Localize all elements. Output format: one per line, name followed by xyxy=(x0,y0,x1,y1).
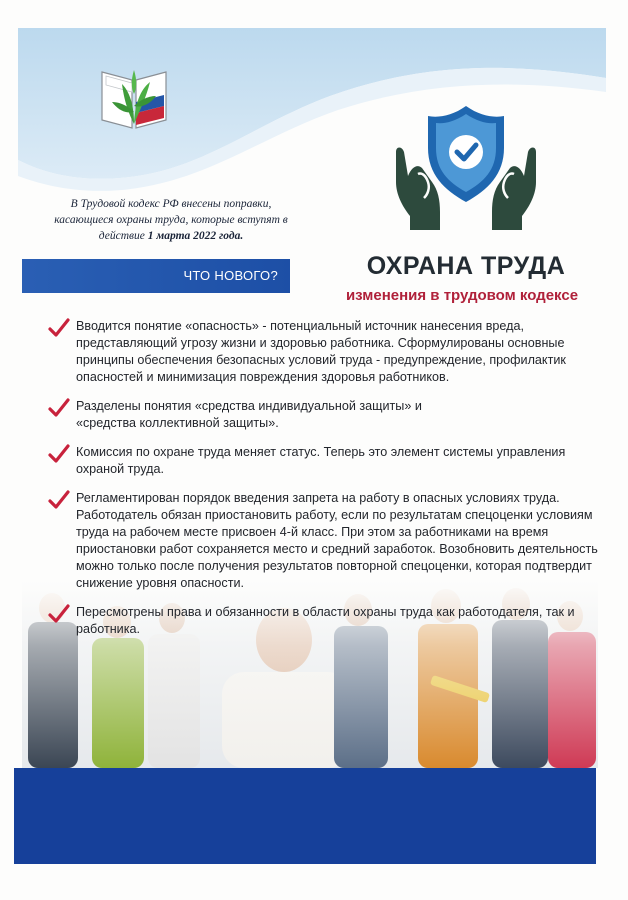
list-item-text: Регламентирован порядок введения запрета на работу в опасных условиях труда. Работодатель обязан приостановить работу, если по результатам спецоценки условиям труда на рабочем месте присвоен 4-й класс. При этом за работниками на время приостановки работ сохраняется место и средний заработок. Возобновить деятельность можно только после получения результатов повторной спецоценки, которая подтвердит снижение уровня опасности. xyxy=(76,491,598,590)
red-check-icon xyxy=(48,490,70,510)
red-check-icon xyxy=(48,398,70,418)
list-item-text: Комиссия по охране труда меняет статус. Теперь это элемент системы управления охраной труда. xyxy=(76,445,566,476)
red-check-icon xyxy=(48,604,70,624)
page-title: ОХРАНА ТРУДА xyxy=(366,252,566,280)
list-item xyxy=(46,444,598,478)
list-item xyxy=(46,604,598,638)
list-item-text: Вводится понятие «опасность» - потенциальный источник нанесения вреда, представляющий угрозу жизни и здоровью работника. Сформулированы основные принципы обеспечения безопасных условий труда - предупреждение, профилактик опасностей и минимизация повреждения здоровья работников. xyxy=(76,319,566,384)
list-item xyxy=(46,490,598,592)
red-check-icon xyxy=(48,444,70,464)
intro-text: В Трудовой кодекс РФ внесены поправки, касающиеся охраны труда, которые вступят в действие xyxy=(54,198,288,242)
ribbon-label: ЧТО НОВОГО? xyxy=(183,268,278,283)
list-item xyxy=(46,398,598,432)
footer-blue-band xyxy=(14,768,596,864)
list-item xyxy=(46,318,598,386)
whats-new-ribbon xyxy=(22,259,290,293)
hands-shield-check-icon xyxy=(392,102,540,234)
page-subtitle: изменения в трудовом кодексе xyxy=(345,287,579,304)
intro-text-block xyxy=(40,196,302,244)
intro-date: 1 марта 2022 года. xyxy=(147,230,244,242)
list-item-text: Разделены понятия «средства индивидуальной защиты» и «средства коллективной защиты». xyxy=(76,399,422,430)
union-logo xyxy=(98,62,170,136)
changes-list xyxy=(46,318,598,650)
list-item-text: Пересмотрены права и обязанности в области охраны труда как работодателя, так и работника. xyxy=(76,605,575,636)
red-check-icon xyxy=(48,318,70,338)
